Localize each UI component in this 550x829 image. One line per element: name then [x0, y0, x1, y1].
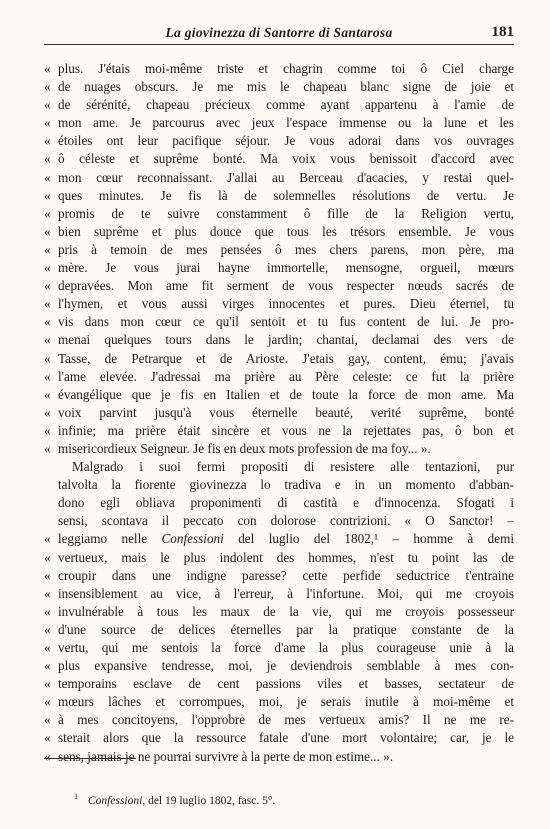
- line-text: infinie; ma prière était sincère et vous ne la rejettates pas, ô bon et: [58, 422, 514, 438]
- line-text: mœurs lâches et corrompues, moi, je serais inutile à moi-même et: [58, 694, 514, 710]
- line-text: vertueux, mais le plus indolent des hommes, n'est tu point las de: [58, 549, 514, 565]
- text-line: [44, 549, 514, 567]
- line-text: évangélique que je fis en Italien et de toute la force de mon ame. Ma: [58, 386, 514, 402]
- quote-mark: «: [44, 640, 51, 655]
- quote-mark: «: [44, 422, 51, 438]
- line-text: plus expansive tendresse, moi, je deviendrois semblable à mes con-: [58, 658, 514, 674]
- line-text: étoiles ont leur pacifique séjour. Je vous adorai dans vos ouvrages: [58, 133, 514, 149]
- body-text: [44, 60, 514, 766]
- text-line: [44, 585, 514, 603]
- text-line: [44, 603, 514, 621]
- footnote-details: , del 19 luglio 1802, fasc. 5°.: [142, 794, 276, 807]
- line-text: d'une source de delices éternelles par la pratique constante de la: [58, 621, 514, 637]
- line-text: mon ame. Je parcourus avec jeux l'espace immense ou la lune et les: [58, 115, 514, 131]
- line-text: sens, jamais je ne pourrai survivre à la perte de mon estime... ».: [58, 748, 394, 764]
- footnote: [74, 792, 275, 807]
- page-number: 181: [491, 24, 514, 40]
- footnote-rule: [44, 758, 136, 759]
- text-line: [44, 657, 514, 675]
- line-text: mère. Je vous jurai hayne immortelle, mensogne, orgueil, mœurs: [58, 260, 514, 276]
- line-text: ques minutes. Je fis là de solemnelles résolutions de vertu. Je: [58, 187, 514, 203]
- quote-mark: «: [44, 730, 51, 746]
- text-line: [44, 422, 514, 440]
- text-line: [44, 404, 514, 422]
- quote-mark: «: [44, 151, 51, 167]
- line-text: à mes concitoyens, l'opprobre de mes vertueux amis? Il ne me re-: [58, 712, 514, 728]
- line-text: menai quelques tours dans le jardin; chantai, declamai des vers de: [58, 332, 514, 348]
- line-text: croupir dans une indigne paresse? cette perfide seductrice t'entraine: [58, 567, 514, 583]
- text-line: [44, 60, 514, 78]
- quote-mark: «: [44, 748, 51, 764]
- quote-mark: «: [44, 712, 51, 728]
- line-text: de sérénité, chapeau précieux comme ayant appartenu à l'amie de: [58, 97, 514, 113]
- text-line: [44, 241, 514, 259]
- text-line: [44, 205, 514, 223]
- quote-mark: «: [44, 549, 51, 565]
- quote-mark: «: [44, 603, 51, 619]
- line-text: de nuages obscurs. Je me mis le chapeau blanc signe de joie et: [58, 79, 514, 95]
- footnote-source-title: Confessioni: [88, 794, 143, 807]
- line-text: pris à temoin de mes pensées ô mes chers parens, mon père, ma: [58, 241, 514, 257]
- quote-mark: «: [44, 332, 51, 348]
- line-text: Malgrado i suoi fermi propositi di resistere alle tentazioni, pur: [72, 459, 514, 475]
- running-title: La giovinezza di Santorre di Santarosa: [165, 25, 393, 40]
- line-text: mon cœur reconnaissant. J'allai au Berceau d'acacies, y restai quel-: [58, 169, 514, 185]
- line-text: misericordieux Seigneur. Je fis en deux mots profession de ma foy... ».: [58, 440, 431, 456]
- quote-mark: «: [44, 440, 51, 456]
- line-text: talvolta la fiorente giovinezza lo tradiva e in un momento d'abban-: [58, 477, 514, 493]
- quote-mark: «: [44, 187, 51, 203]
- text-line: [44, 331, 514, 349]
- text-line: [44, 368, 514, 386]
- line-text: promis de te suivre constamment ô fille de la Religion vertu,: [58, 205, 514, 221]
- text-line: [44, 78, 514, 96]
- text-line: [44, 223, 514, 241]
- work-title: Confessioni: [161, 531, 224, 547]
- text-line: [44, 132, 514, 150]
- text-line: [44, 512, 514, 530]
- text-line: [44, 476, 514, 494]
- quote-mark: «: [44, 694, 51, 710]
- text-line: [44, 458, 514, 476]
- text-line: [44, 530, 514, 548]
- line-text: insensiblement au vice, à l'erreur, à l'infortune. Moi, qui me croyois: [58, 585, 514, 601]
- quote-mark: «: [44, 585, 51, 601]
- line-text: plus. J'étais moi-même triste et chagrin comme toi ô Ciel charge: [58, 61, 514, 76]
- quote-mark: «: [44, 404, 51, 420]
- line-text: sensi, scontava il peccato con dolorose contrizioni. « O Sanctor! –: [58, 513, 514, 529]
- quote-mark: «: [44, 531, 51, 547]
- quote-mark: «: [44, 296, 51, 312]
- quote-mark: «: [44, 97, 51, 113]
- line-text: temporains esclave de cent passions viles et basses, sectateur de: [58, 676, 514, 692]
- page-header: [44, 22, 514, 45]
- text-line: [44, 567, 514, 585]
- quote-mark: «: [44, 676, 51, 692]
- line-text: bien suprême et plus douce que tous les trésors ensemble. Je vous: [58, 223, 514, 239]
- line-text: depravées. Mon ame fit serment de vous respecter nœuds sacrés de: [58, 278, 514, 294]
- text-line: [44, 96, 514, 114]
- line-text: sterait alors que la ressource fatale d'une mort volontaire; car, je le: [58, 730, 514, 746]
- text-line: [44, 440, 514, 458]
- line-text: dono egli obliava proponimenti di castità e d'innocenza. Sfogati i: [58, 495, 514, 511]
- quote-mark: «: [44, 260, 51, 276]
- quote-mark: «: [44, 621, 51, 637]
- line-text: voix parvint jusqu'à vous éternelle beauté, verité suprême, bonté: [58, 404, 514, 420]
- quote-mark: «: [44, 567, 51, 583]
- text-line: [44, 277, 514, 295]
- footnote-marker: 1: [74, 792, 78, 801]
- quote-mark: «: [44, 169, 51, 185]
- line-text: Tasse, de Petrarque et de Arioste. J'etais gay, content, ému; j'avais: [58, 350, 514, 366]
- text-line: [44, 350, 514, 368]
- quote-mark: «: [44, 658, 51, 674]
- text-line: [44, 150, 514, 168]
- text-line: [44, 639, 514, 657]
- quote-mark: «: [44, 314, 51, 330]
- text-line: [44, 295, 514, 313]
- quote-mark: «: [44, 61, 51, 76]
- text-line: [44, 259, 514, 277]
- line-text: l'ame elevée. J'adressai ma prière au Père celeste: ce fut la prière: [58, 368, 514, 384]
- line-text: vis dans mon cœur ce qu'il sentoit et tu fus content de lui. Je pro-: [58, 314, 514, 330]
- text-line: [44, 187, 514, 205]
- text-line: [44, 693, 514, 711]
- line-text: l'hymen, et vous aussi virges innocentes et pures. Dieu éternel, tu: [58, 296, 514, 312]
- quote-mark: «: [44, 368, 51, 384]
- quote-mark: «: [44, 386, 51, 402]
- quote-mark: «: [44, 278, 51, 294]
- text-line: [44, 621, 514, 639]
- text-line: [44, 494, 514, 512]
- quote-mark: «: [44, 241, 51, 257]
- text-line: [44, 748, 514, 766]
- quote-mark: «: [44, 223, 51, 239]
- line-text: ô céleste et suprême bonté. Ma voix vous benissoit d'accord avec: [58, 151, 514, 167]
- quote-mark: «: [44, 205, 51, 221]
- text-line: [44, 675, 514, 693]
- text-line: [44, 114, 514, 132]
- text-line: [44, 169, 514, 187]
- text-line: [44, 313, 514, 331]
- quote-mark: «: [44, 79, 51, 95]
- line-text: vertu, qui me sentois la force d'ame la plus courageuse unie à la: [58, 640, 514, 655]
- text-line: [44, 711, 514, 729]
- quote-mark: «: [44, 133, 51, 149]
- text-line: [44, 729, 514, 747]
- quote-mark: «: [44, 115, 51, 131]
- text-line: [44, 386, 514, 404]
- quote-mark: «: [44, 350, 51, 366]
- line-text: leggiamo nelle Confessioni del luglio del 1802,¹ – homme à demi: [58, 531, 514, 547]
- line-text: invulnérable à tous les maux de la vie, qui me croyois possesseur: [58, 603, 514, 619]
